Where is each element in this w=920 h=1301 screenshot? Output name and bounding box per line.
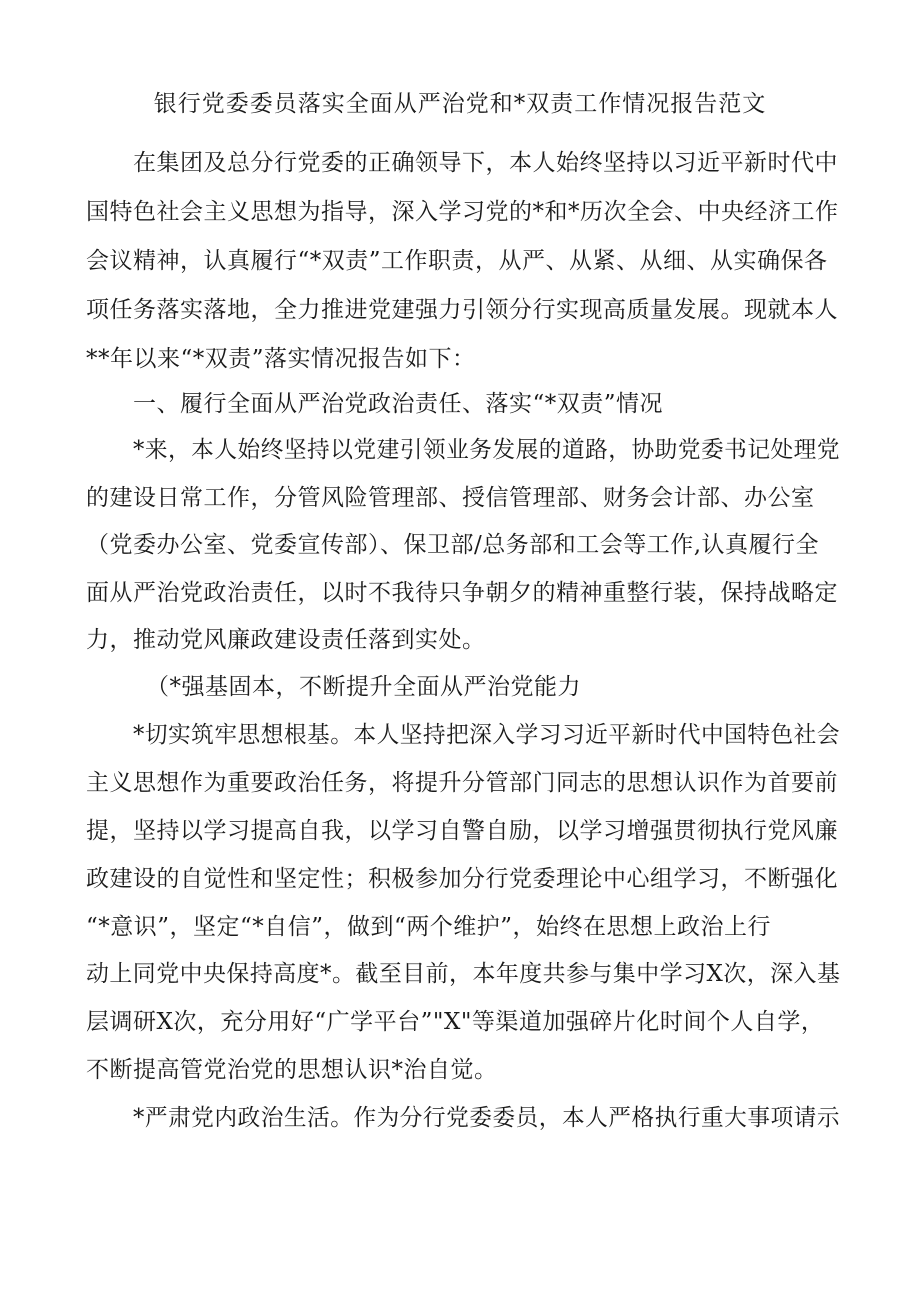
paragraph-line: 动上同党中央保持高度*。截至目前，本年度共参与集中学习X次，深入基: [86, 961, 841, 987]
paragraph-line: 主义思想作为重要政治任务，将提升分管部门同志的思想认识作为首要前: [86, 770, 838, 796]
paragraph-line: **年以来“*双责”落实情况报告如下：: [86, 346, 476, 372]
paragraph-line: “*意识”，坚定“*自信”，做到“两个维护”，始终在思想上政治上行: [86, 914, 772, 940]
paragraph-line: 力，推动党风廉政建设责任落到实处。: [86, 627, 486, 653]
paragraph-line: *切实筑牢思想根基。本人坚持把深入学习习近平新时代中国特色社会: [133, 722, 841, 748]
subsection-heading: （*强基固本，不断提升全面从严治党能力: [146, 674, 581, 700]
section-heading: 一、履行全面从严治党政治责任、落实“*双责”情况: [133, 391, 664, 417]
paragraph-line: 国特色社会主义思想为指导，深入学习党的*和*历次全会、中央经济工作: [86, 199, 839, 225]
paragraph-line: *来，本人始终坚持以党建引领业务发展的道路，协助党委书记处理党: [133, 437, 841, 463]
paragraph-line: 提，坚持以学习提高自我，以学习自警自励，以学习增强贯彻执行党风廉: [86, 818, 838, 844]
paragraph-line: 项任务落实落地，全力推进党建强力引领分行实现高质量发展。现就本人: [86, 297, 838, 323]
paragraph-line: *严肃党内政治生活。作为分行党委委员，本人严格执行重大事项请示: [133, 1105, 841, 1131]
paragraph-line: 不断提高管党治党的思想认识*治自觉。: [86, 1057, 498, 1083]
paragraph-line: （党委办公室、党委宣传部）、保卫部/总务部和工会等工作,认真履行全: [86, 532, 820, 558]
paragraph-line: 层调研X次，充分用好“广学平台”"X"等渠道加强碎片化时间个人自学，: [86, 1009, 825, 1035]
paragraph-line: 的建设日常工作，分管风险管理部、授信管理部、财务会计部、办公室: [86, 485, 815, 511]
paragraph-line: 在集团及总分行党委的正确领导下，本人始终坚持以习近平新时代中: [133, 150, 838, 176]
paragraph-line: 会议精神，认真履行“*双责”工作职责，从严、从紧、从细、从实确保各: [86, 248, 828, 274]
paragraph-line: 面从严治党政治责任，以时不我待只争朝夕的精神重整行装，保持战略定: [86, 580, 838, 606]
paragraph-line: 政建设的自觉性和坚定性；积极参加分行党委理论中心组学习，不断强化: [86, 866, 838, 892]
document-title: 银行党委委员落实全面从严治党和*双责工作情况报告范文: [153, 91, 767, 117]
